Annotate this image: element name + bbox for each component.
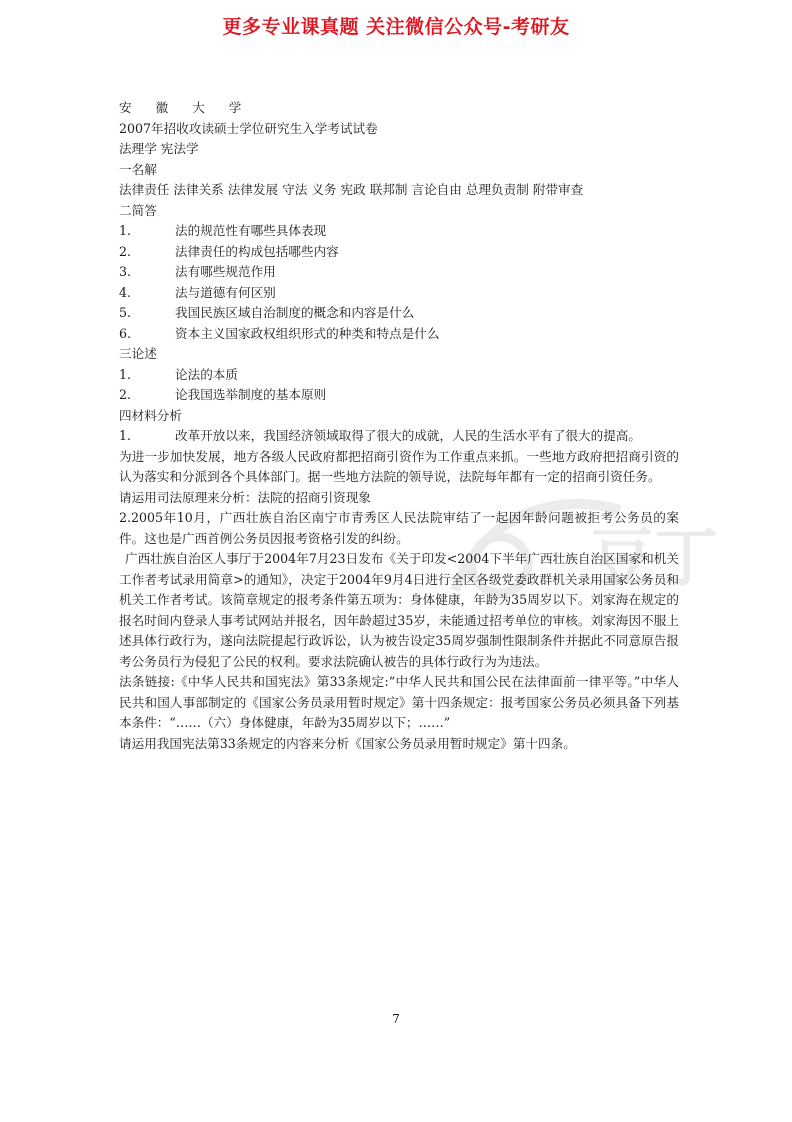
item-text: 论法的本质	[175, 366, 238, 382]
item-number: 1.	[119, 428, 132, 443]
item-text: 论我国选举制度的基本原则	[175, 387, 327, 402]
exam-subject: 法理学 宪法学	[119, 141, 199, 156]
material-q1-body: 为进一步加快发展，地方各级人民政府都把招商引资作为工作重点来抓。一些地方政府把招商引资的认为落实和分派到各个具体部门。据一些地方法院的领导说，法院每年都有一定的招商引资任务。	[119, 448, 679, 484]
item-number: 5.	[119, 305, 132, 320]
material-q2-intro: 2.2005年10月，广西壮族自治区南宁市青秀区人民法院审结了一起因年龄问题被拒考公务员的案件。这也是广西首例公务员因报考资格引发的纠纷。	[119, 510, 679, 546]
item-text: 我国民族区域自治制度的概念和内容是什么	[175, 305, 415, 320]
item-text: 法律责任的构成包括哪些内容	[175, 243, 339, 259]
item-number: 4.	[119, 284, 132, 300]
item-number: 1.	[119, 223, 132, 238]
section-heading-definitions: 一名解	[119, 161, 157, 177]
list-item	[119, 303, 679, 324]
list-item	[119, 365, 679, 386]
exam-title: 2007年招收攻读硕士学位研究生入学考试试卷	[119, 120, 378, 136]
material-q1-question: 请运用司法原理来分析：法院的招商引资现象	[119, 489, 371, 505]
item-number: 6.	[119, 325, 132, 341]
item-text: 法的规范性有哪些具体表现	[175, 223, 327, 238]
list-item	[119, 283, 679, 304]
material-q2-question: 请运用我国宪法第33条规定的内容来分析《国家公务员录用暂时规定》第十四条。	[119, 735, 576, 751]
item-text: 资本主义国家政权组织形式的种类和特点是什么	[175, 325, 440, 341]
list-item	[119, 385, 679, 406]
list-item	[119, 221, 679, 242]
material-q1-first-line	[119, 426, 679, 447]
item-number: 2.	[119, 243, 132, 259]
exam-document	[119, 98, 679, 754]
item-number: 2.	[119, 387, 132, 402]
section-heading-material-analysis: 四材料分析	[119, 407, 182, 423]
svg-text:豆丁: 豆丁	[590, 522, 718, 596]
section-heading-short-answer: 二简答	[119, 202, 157, 218]
material-q2-facts: 广西壮族自治区人事厅于2004年7月23日发布《关于印发<2004下半年广西壮族自治区国家和机关工作者考试录用简章>的通知》，决定于2004年9月4日进行全区各级党委政群机关录用国家公务员和机关工作者考试。该简章规定的报考条件第五项为：身体健康，年龄为35周岁以下。刘家海在规定的报名时间内登录人事考试网站并报名，因年龄超过35岁，未能通过招考单位的审核。刘家海因不服上述具体行政行为，遂向法院提起行政诉讼，认为被告设定35周岁强制性限制条件并据此不同意原告报考公务员行为侵犯了公民的权利。要求法院确认被告的具体行政行为为违法。	[119, 551, 679, 669]
section-heading-essay: 三论述	[119, 346, 157, 361]
list-item	[119, 242, 679, 263]
material-q2-law: 法条链接:《中华人民共和国宪法》第33条规定:“中华人民共和国公民在法律面前一律平等。”中华人民共和国人事部制定的《国家公务员录用暂时规定》第十四条规定：报考国家公务员必须具备下列基本条件：“……（六）身体健康，年龄为35周岁以下；……”	[119, 674, 679, 730]
list-item	[119, 262, 679, 283]
school-name: 安 徽 大 学	[119, 100, 252, 115]
item-text: 法有哪些规范作用	[175, 264, 276, 279]
definition-terms: 法律责任 法律关系 法律发展 守法 义务 宪政 联邦制 言论自由 总理负责制 附带审查	[119, 182, 584, 197]
item-number: 3.	[119, 264, 132, 279]
promo-banner: 更多专业课真题 关注微信公众号-考研友	[222, 16, 570, 38]
item-text: 法与道德有何区别	[175, 284, 276, 300]
item-text: 改革开放以来，我国经济领域取得了很大的成就，人民的生活水平有了很大的提高。	[175, 428, 641, 443]
list-item	[119, 324, 679, 345]
item-number: 1.	[119, 366, 132, 382]
page-number: 7	[392, 1012, 400, 1026]
